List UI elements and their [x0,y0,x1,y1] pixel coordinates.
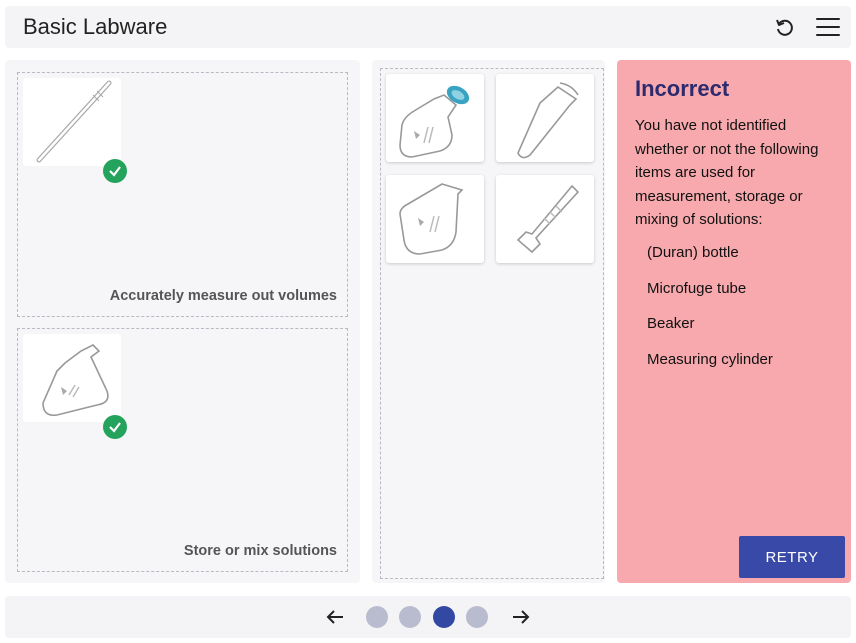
drop-zone-label: Accurately measure out volumes [109,288,337,304]
app-title: Basic Labware [23,14,168,39]
hamburger-line [816,34,840,36]
measuring-cylinder-icon [500,174,590,264]
list-item: Beaker [647,315,695,333]
item-microfuge-tube[interactable] [496,74,594,162]
feedback-panel [617,60,851,583]
hamburger-line [816,26,840,28]
missing-items-list [647,244,773,387]
page-dot-4[interactable] [466,606,488,628]
drop-zone-label: Store or mix solutions [183,543,337,559]
arrow-right-icon [512,609,530,625]
undo-icon [774,18,794,38]
pagination-bar [5,596,851,638]
placed-item-conical-flask[interactable] [23,334,121,422]
app-header [5,6,851,48]
drop-zone-store-mix[interactable] [17,328,348,572]
list-item: (Duran) bottle [647,244,739,261]
item-beaker[interactable] [386,175,484,263]
beaker-icon [390,174,480,264]
page-dot-3[interactable] [433,606,455,628]
microfuge-tube-icon [500,73,590,163]
drop-zones-panel [5,60,360,583]
item-duran-bottle[interactable] [386,74,484,162]
feedback-message: You have not identified whether or not the following items are used for measurement, storage or mixing of solutions: [635,117,819,228]
duran-bottle-icon [390,73,480,163]
item-bank-panel [372,60,605,583]
next-button[interactable] [509,606,533,628]
correct-check-icon [103,159,127,183]
hamburger-menu-icon [816,18,840,20]
placed-item-pipette[interactable] [23,78,121,166]
menu-button[interactable] [813,16,843,40]
item-bank[interactable] [380,68,604,579]
page-dot-1[interactable] [366,606,388,628]
list-item: Measuring cylinder [647,351,773,369]
undo-button[interactable] [769,16,799,40]
drop-zone-measure[interactable] [17,72,348,317]
page-dot-2[interactable] [399,606,421,628]
pipette-icon [27,77,117,167]
list-item: Microfuge tube [647,279,747,297]
retry-button[interactable]: RETRY [739,536,845,578]
feedback-title: Incorrect [635,76,730,101]
arrow-left-icon [326,609,344,625]
previous-button[interactable] [323,606,347,628]
item-measuring-cylinder[interactable] [496,175,594,263]
conical-flask-icon [27,333,117,423]
correct-check-icon [103,415,127,439]
